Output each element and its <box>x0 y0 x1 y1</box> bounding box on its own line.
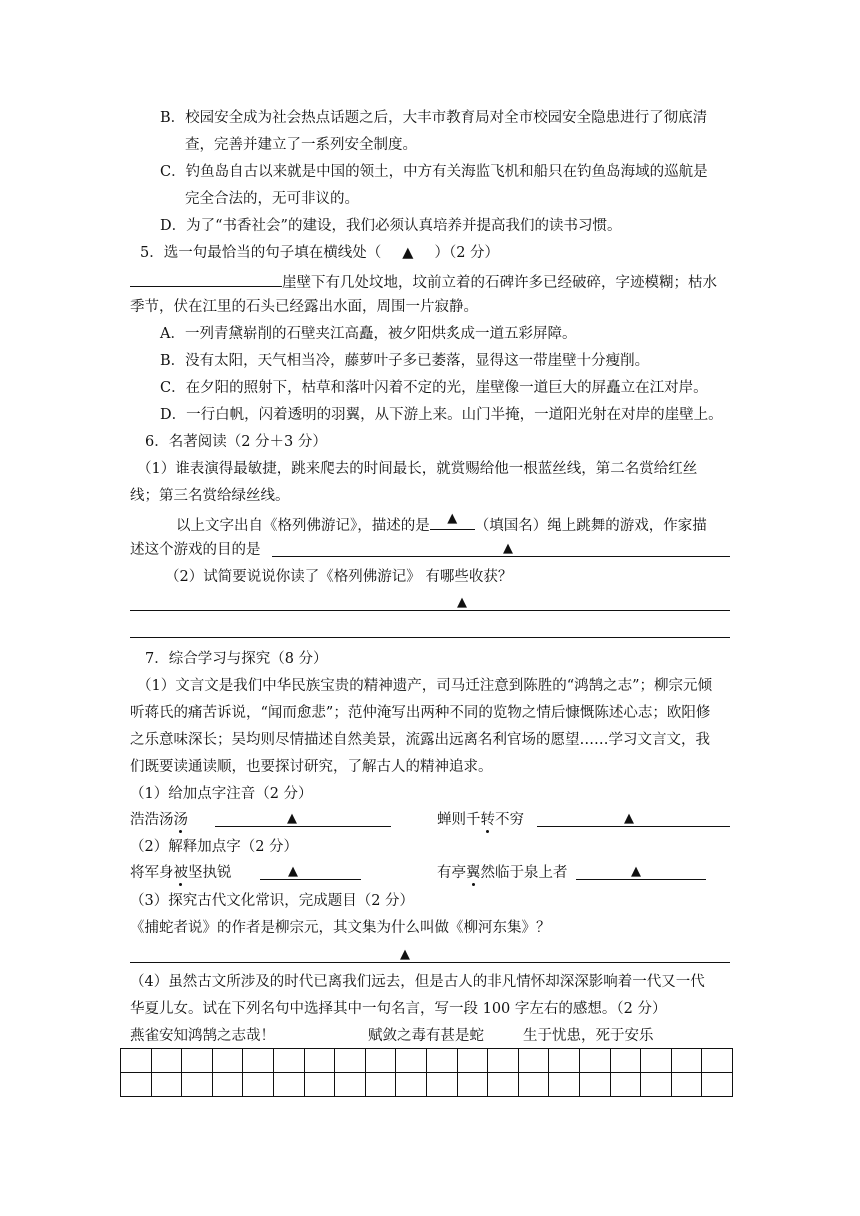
q7-pinyin-mark-1: ▲ <box>287 811 297 826</box>
q7-title: 7．综合学习与探究（8 分） <box>145 651 328 667</box>
grid-cell[interactable] <box>579 1049 610 1073</box>
q7-pinyin-blank-1[interactable] <box>215 826 391 827</box>
q5-stem-cont: 季节，伏在江里的石头已经露出水面，周围一片寂静。 <box>130 299 478 315</box>
grid-cell[interactable] <box>212 1049 243 1073</box>
q7-sub4-cont: 华夏儿女。试在下列名句中选择其中一句名言，写一段 100 字左右的感想。（2 分） <box>130 1001 667 1017</box>
grid-cell[interactable] <box>610 1049 641 1073</box>
grid-cell[interactable] <box>151 1049 182 1073</box>
grid-cell[interactable] <box>182 1073 213 1097</box>
grid-cell[interactable] <box>212 1073 243 1097</box>
dotted-char: 翼 <box>466 865 481 881</box>
grid-cell[interactable] <box>610 1073 641 1097</box>
grid-cell[interactable] <box>457 1073 488 1097</box>
q6-title: 6．名著阅读（2 分＋3 分） <box>145 434 327 450</box>
q4-option-d: D．为了“书香社会”的建设，我们必须认真培养并提高我们的读书习惯。 <box>160 218 622 234</box>
grid-cell[interactable] <box>396 1049 427 1073</box>
q5-fill-blank[interactable] <box>130 270 282 287</box>
q6-country-blank[interactable]: ▲ <box>430 513 475 530</box>
q7-word-1: 浩浩汤汤 <box>130 812 188 828</box>
q4-option-c-cont: 完全合法的，无可非议的。 <box>185 191 359 207</box>
grid-cell[interactable] <box>304 1049 335 1073</box>
grid-cell[interactable] <box>702 1049 733 1073</box>
grid-cell[interactable] <box>641 1049 672 1073</box>
q5-stem: 崖壁下有几处坟地，坟前立着的石碑许多已经破碎，字迹模糊；枯水 <box>130 270 717 293</box>
quote-1: 燕雀安知鸿鹄之志哉！ <box>130 1028 275 1044</box>
q7-intro-4: 们既要读通读顺，也要探讨研究，了解古人的精神追求。 <box>130 759 493 775</box>
q7-intro-3: 之乐意味深长；吴均则尽情描述自然美景，流露出远离名利官场的愿望……学习文言文，我 <box>130 732 710 748</box>
q6-question-2: （2）试简要说说你读了《格列佛游记》 有哪些收获？ <box>165 569 513 585</box>
q5-option-b: B．没有太阳，天气相当冷，藤萝叶子多已萎落，显得这一带崖壁十分瘦削。 <box>160 353 650 369</box>
q7-sub3: （3）探究古代文化常识，完成题目（2 分） <box>130 893 415 909</box>
q6-fill-2: 述这个游戏的目的是 <box>130 542 261 558</box>
grid-row <box>121 1049 733 1073</box>
q6-fill-1: 以上文字出自《格列佛游记》，描述的是 ▲ （填国名）绳上跳舞的游戏，作家描 <box>176 511 707 534</box>
grid-cell[interactable] <box>243 1073 274 1097</box>
q6-passage-cont: 线；第三名赏给绿丝线。 <box>130 488 290 504</box>
grid-cell[interactable] <box>273 1049 304 1073</box>
q7-pinyin-mark-2: ▲ <box>624 811 634 826</box>
grid-cell[interactable] <box>641 1073 672 1097</box>
grid-cell[interactable] <box>121 1073 152 1097</box>
q7-intro-2: 听蒋氏的痛苦诉说，“闻而愈悲”；范仲淹写出两种不同的览物之情后慷慨陈述心志；欧阳修 <box>130 705 711 721</box>
grid-cell[interactable] <box>304 1073 335 1097</box>
q5-prompt: 5．选一句最恰当的句子填在横线处（ ▲ ）（2 分） <box>140 245 500 261</box>
q7-pinyin-blank-2[interactable] <box>537 826 730 827</box>
grid-cell[interactable] <box>426 1049 457 1073</box>
grid-cell[interactable] <box>518 1049 549 1073</box>
grid-cell[interactable] <box>273 1073 304 1097</box>
grid-cell[interactable] <box>549 1073 580 1097</box>
q7-intro-1: （1）文言文是我们中华民族宝贵的精神遗产，司马迁注意到陈胜的“鸿鹄之志”；柳宗元倾 <box>137 678 713 694</box>
q4-option-c: C．钓鱼岛自古以来就是中国的领土，中方有关海监飞机和船只在钓鱼岛海域的巡航是 <box>160 164 708 180</box>
q5-option-c: C．在夕阳的照射下，枯草和落叶闪着不定的光，崖壁像一道巨大的屏矗立在江对岸。 <box>160 380 708 396</box>
grid-cell[interactable] <box>426 1073 457 1097</box>
grid-cell[interactable] <box>396 1073 427 1097</box>
q5-option-a: A．一列青黛崭削的石壁夹江高矗，被夕阳烘炙成一道五彩屏障。 <box>160 326 577 342</box>
grid-cell[interactable] <box>518 1073 549 1097</box>
q7-sub1: （1）给加点字注音（2 分） <box>130 786 313 802</box>
q6-purpose-line[interactable] <box>272 556 730 557</box>
grid-row <box>121 1073 733 1097</box>
grid-cell[interactable] <box>671 1073 702 1097</box>
grid-cell[interactable] <box>335 1073 366 1097</box>
grid-cell[interactable] <box>457 1049 488 1073</box>
dotted-char: 汤 <box>173 812 188 828</box>
q5-answer-blank[interactable]: ▲ <box>402 245 414 261</box>
grid-cell[interactable] <box>335 1049 366 1073</box>
grid-cell[interactable] <box>549 1049 580 1073</box>
grid-cell[interactable] <box>488 1049 519 1073</box>
q5-option-d: D．一行白帆，闪着透明的羽翼，从下游上来。山门半掩，一道阳光射在对岸的崖壁上。 <box>160 407 723 423</box>
dotted-char: 转 <box>480 812 495 828</box>
q7-sub3-answer-line[interactable] <box>130 962 730 963</box>
grid-cell[interactable] <box>671 1049 702 1073</box>
q7-define-mark-1: ▲ <box>288 864 298 879</box>
grid-cell[interactable] <box>579 1073 610 1097</box>
q7-sub3-mark: ▲ <box>400 947 410 962</box>
dotted-char: 被 <box>173 865 188 881</box>
q7-define-blank-2[interactable] <box>576 879 706 880</box>
q7-sub3-question: 《捕蛇者说》的作者是柳宗元，其文集为什么叫做《柳河东集》？ <box>130 920 551 936</box>
q7-define-blank-1[interactable] <box>260 879 361 880</box>
grid-cell[interactable] <box>151 1073 182 1097</box>
grid-cell[interactable] <box>365 1049 396 1073</box>
q6-answer-line-1[interactable] <box>130 610 730 611</box>
q6-answer-line-2[interactable] <box>130 637 730 638</box>
q4-option-b: B．校园安全成为社会热点话题之后，大丰市教育局对全市校园安全隐患进行了彻底清 <box>160 110 708 126</box>
q6-passage: （1）谁表演得最敏捷，跳来爬去的时间最长，就赏赐给他一根蓝丝线，第二名赏给红丝 <box>137 461 698 477</box>
q7-sub2: （2）解释加点字（2 分） <box>130 839 299 855</box>
grid-cell[interactable] <box>702 1073 733 1097</box>
essay-grid[interactable] <box>120 1048 733 1097</box>
grid-cell[interactable] <box>243 1049 274 1073</box>
grid-cell[interactable] <box>365 1073 396 1097</box>
grid-cell[interactable] <box>182 1049 213 1073</box>
q7-sub4: （4）虽然古文所涉及的时代已离我们远去，但是古人的非凡情怀却深深影响着一代又一代 <box>130 974 705 990</box>
quote-2: 赋敛之毒有甚是蛇 <box>368 1028 484 1044</box>
q4-option-b-cont: 查，完善并建立了一系列安全制度。 <box>185 137 417 153</box>
q7-define-mark-2: ▲ <box>631 864 641 879</box>
q7-word-4: 有亭翼然临于泉上者 <box>437 865 568 881</box>
grid-cell[interactable] <box>121 1049 152 1073</box>
q7-word-2: 蝉则千转不穷 <box>437 812 524 828</box>
q6-purpose-mark: ▲ <box>503 541 513 556</box>
q7-word-3: 将军身被坚执锐 <box>130 865 232 881</box>
q6-answer-mark: ▲ <box>457 595 467 610</box>
quote-3: 生于忧患，死于安乐 <box>523 1028 654 1044</box>
grid-cell[interactable] <box>488 1073 519 1097</box>
